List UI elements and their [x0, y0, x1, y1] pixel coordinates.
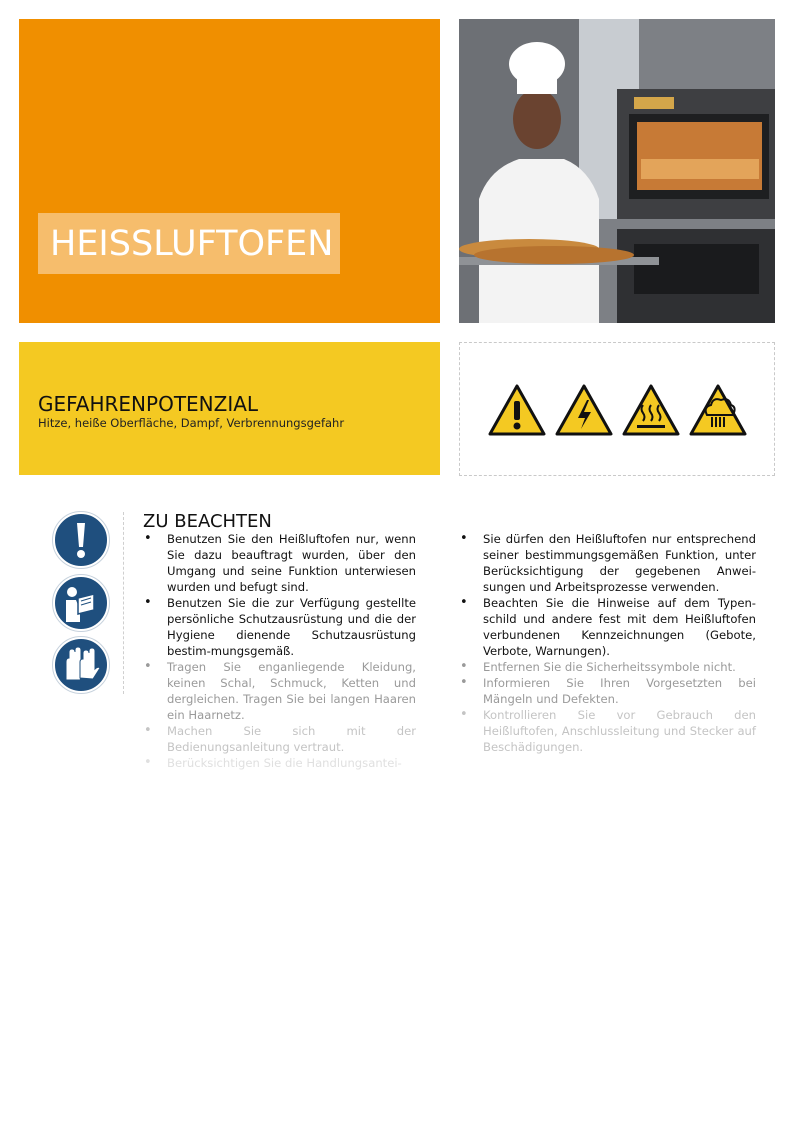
- page-title: HEISSLUFTOFEN: [50, 223, 334, 264]
- list-item: • Benutzen Sie die zur Verfügung gestellte persönliche Schutzausrüstung und die der Hygiene dienende Schutzausrüstung bestim-mungsgemäß.: [143, 595, 416, 659]
- chef-photo: [459, 19, 775, 323]
- list-item: • Informieren Sie Ihren Vorgesetzten bei Mängeln und Defekten.: [459, 675, 756, 707]
- list-item: • Entfernen Sie die Sicherheitssymbole nicht.: [459, 659, 756, 675]
- wear-gloves-icon: [52, 636, 110, 694]
- hazard-title: GEFAHRENPOTENZIAL: [38, 392, 259, 416]
- list-item: • Benutzen Sie den Heißluftofen nur, wenn Sie dazu beauftragt wurden, über den Umgang und seine Funktion unterwiesen wurden und befugt sind.: [143, 531, 416, 595]
- list-item: • Sie dürfen den Heißluftofen nur entsprechend seiner bestimmungsgemäßen Funktion, unter Berücksichtigung der gegebenen Anwei-sungen und Arbeitsprozesse verwenden.: [459, 531, 756, 595]
- notes-right-list: [459, 531, 756, 755]
- divider: [123, 512, 124, 694]
- steam-warning-icon: [688, 383, 748, 437]
- list-item: • Kontrollieren Sie vor Gebrauch den Heißluftofen, Anschlussleitung und Stecker auf Beschädigungen.: [459, 707, 756, 755]
- electric-shock-warning-icon: [554, 383, 614, 437]
- warning-icons-box: [459, 342, 775, 476]
- general-warning-icon: [487, 383, 547, 437]
- notes-left-list: [143, 531, 416, 771]
- hazard-subtitle: Hitze, heiße Oberfläche, Dampf, Verbrennungsgefahr: [38, 416, 345, 430]
- general-mandatory-icon: [52, 511, 110, 569]
- list-item: • Berücksichtigen Sie die Handlungsantei-: [143, 755, 416, 771]
- list-item: • Machen Sie sich mit der Bedienungsanleitung vertraut.: [143, 723, 416, 755]
- title-panel: [19, 19, 440, 323]
- hot-surface-warning-icon: [621, 383, 681, 437]
- read-manual-icon: [52, 574, 110, 632]
- chef-photo-illustration: [459, 19, 775, 323]
- title-box: [38, 213, 340, 274]
- list-item: • Tragen Sie enganliegende Kleidung, keinen Schal, Schmuck, Ketten und dergleichen. Tragen Sie bei langen Haaren ein Haarnetz.: [143, 659, 416, 723]
- list-item: • Beachten Sie die Hinweise auf dem Typen-schild und andere fest mit dem Heißluftofen verbundenen Kennzeichnungen (Gebote, Verbote, Warnungen).: [459, 595, 756, 659]
- notes-title: ZU BEACHTEN: [143, 511, 272, 532]
